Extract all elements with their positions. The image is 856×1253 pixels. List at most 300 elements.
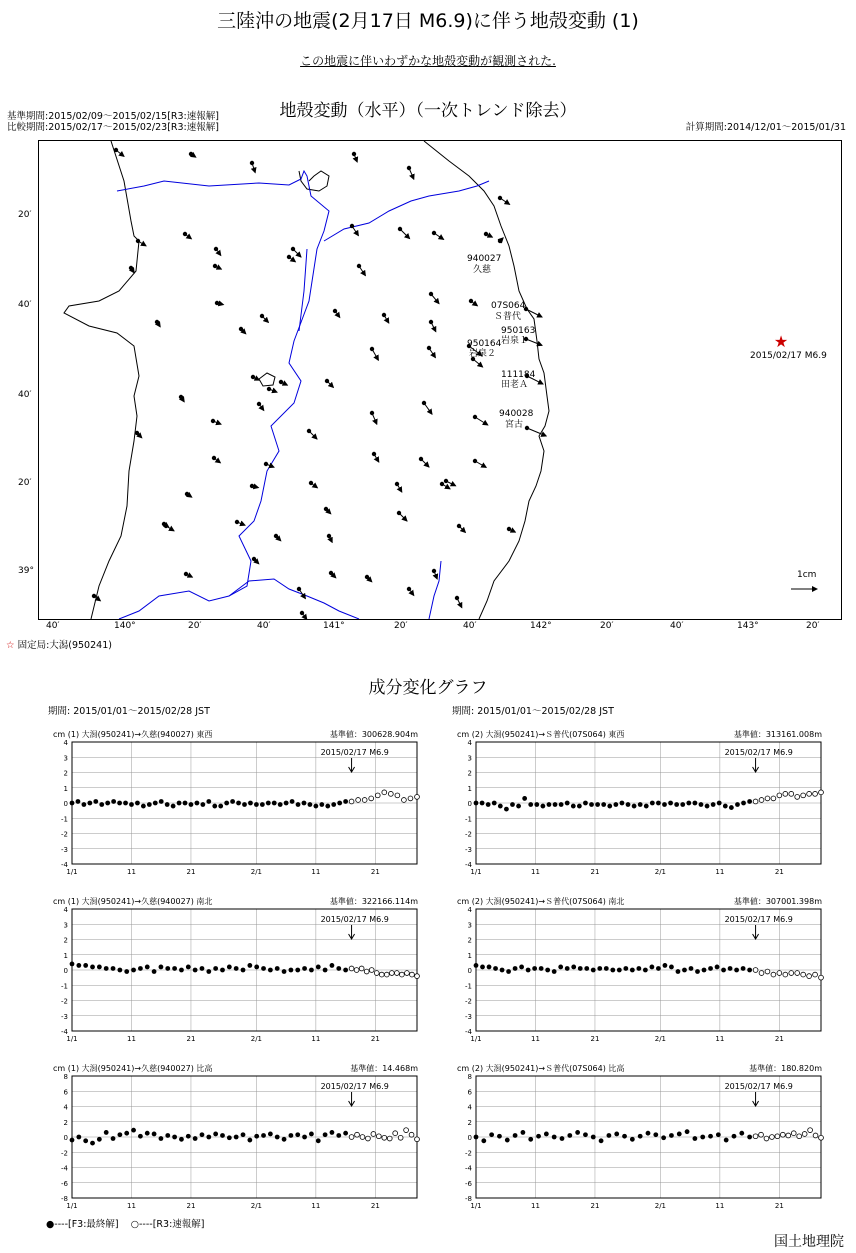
- r3-point: [807, 974, 812, 979]
- y-tick-label: -3: [61, 845, 68, 854]
- r3-point: [359, 966, 364, 971]
- displacement-arrow: [359, 266, 365, 276]
- displacement-arrow: [276, 536, 281, 541]
- f3-point: [179, 1137, 184, 1142]
- f3-point: [268, 1132, 273, 1137]
- r3-point: [356, 798, 361, 803]
- f3-point: [152, 969, 157, 974]
- f3-point: [220, 968, 225, 973]
- displacement-arrow: [185, 234, 191, 239]
- f3-point: [571, 965, 576, 970]
- page-title: 三陸沖の地震(2月17日 M6.9)に伴う地殻変動 (1): [217, 10, 639, 32]
- f3-point: [493, 966, 498, 971]
- f3-point: [643, 968, 648, 973]
- f3-point: [309, 1132, 314, 1137]
- r3-point: [808, 1128, 813, 1133]
- r3-point: [801, 972, 806, 977]
- f3-point: [138, 966, 143, 971]
- station-code-950164: 950164: [467, 339, 502, 349]
- x-tick-label: 21: [774, 1035, 784, 1043]
- f3-point: [316, 965, 321, 970]
- f3-point: [604, 966, 609, 971]
- f3-point: [70, 801, 75, 806]
- x-tick-label: 2/1: [250, 868, 263, 876]
- r3-point: [771, 972, 776, 977]
- f3-point: [721, 968, 726, 973]
- f3-point: [200, 1132, 205, 1137]
- f3-point: [70, 962, 75, 967]
- y-tick-label: -1: [61, 982, 68, 991]
- f3-point: [656, 966, 661, 971]
- component-graph-panel: [45, 728, 425, 888]
- f3-point: [165, 802, 170, 807]
- y-tick-label: -2: [61, 997, 68, 1006]
- station-name-950164: 岩泉２: [469, 349, 497, 359]
- map-svg: [39, 141, 841, 619]
- f3-point: [522, 796, 527, 801]
- y-tick-label: -2: [61, 830, 68, 839]
- y-tick-label: -6: [465, 1179, 472, 1188]
- f3-point: [330, 963, 335, 968]
- x-tick-label: 21: [590, 868, 600, 876]
- compare-period: 比較期間:2015/02/17～2015/02/23[R3:速報解]: [7, 122, 219, 133]
- fixed-station-text: 固定局:大潟(950241): [17, 640, 112, 651]
- r3-point: [369, 796, 374, 801]
- f3-point: [227, 1135, 232, 1140]
- f3-point: [343, 1131, 348, 1136]
- r3-point: [759, 971, 764, 976]
- displacement-arrow: [397, 484, 402, 492]
- fixed-station-star-icon: ☆: [6, 640, 15, 651]
- f3-point: [83, 963, 88, 968]
- displacement-arrow: [500, 198, 510, 204]
- f3-point: [567, 1133, 572, 1138]
- f3-point: [547, 802, 552, 807]
- f3-point: [90, 965, 95, 970]
- f3-point: [76, 1135, 81, 1140]
- f3-point: [227, 965, 232, 970]
- y-tick-label: 1: [63, 784, 68, 793]
- f3-point: [268, 968, 273, 973]
- displacement-arrow: [409, 589, 414, 595]
- displacement-arrow: [94, 596, 100, 601]
- event-label: 2015/02/17 M6.9: [724, 1082, 793, 1091]
- y-tick-label: -2: [465, 830, 472, 839]
- r3-point: [371, 1132, 376, 1137]
- f3-point: [708, 1134, 713, 1139]
- f3-point: [498, 804, 503, 809]
- f3-point: [663, 963, 668, 968]
- station-code-940028: 940028: [499, 409, 534, 419]
- y-tick-label: 0: [63, 1134, 68, 1142]
- r3-point: [384, 972, 389, 977]
- f3-point: [513, 1133, 518, 1138]
- displacement-arrow: [475, 417, 488, 425]
- f3-point: [302, 801, 307, 806]
- displacement-arrow: [372, 413, 377, 424]
- r3-point: [759, 798, 764, 803]
- f3-point: [649, 965, 654, 970]
- panel-svg: [45, 895, 425, 1055]
- f3-point: [626, 802, 631, 807]
- x-tick-label: 1/1: [470, 1202, 482, 1210]
- station-code-07S064: 07S064: [491, 301, 526, 311]
- r3-point: [349, 799, 354, 804]
- f3-point: [583, 1132, 588, 1137]
- y-tick-label: 4: [63, 1103, 68, 1112]
- x-tick-label: 2/1: [250, 1035, 263, 1043]
- f3-point: [76, 963, 81, 968]
- f3-point: [702, 968, 707, 973]
- displacement-arrow: [302, 613, 307, 619]
- f3-point: [595, 802, 600, 807]
- f3-point: [131, 968, 136, 973]
- f3-point: [153, 801, 158, 806]
- x-tick-label: 21: [186, 1202, 196, 1210]
- displacement-arrow: [372, 349, 378, 360]
- f3-point: [699, 802, 704, 807]
- f3-point: [544, 1132, 549, 1137]
- f3-point: [138, 1134, 143, 1139]
- f3-point: [613, 802, 618, 807]
- f3-point: [578, 966, 583, 971]
- y-tick-label: -4: [465, 861, 472, 869]
- f3-point: [700, 1135, 705, 1140]
- y-tick-label: 0: [467, 1134, 472, 1142]
- f3-point: [559, 802, 564, 807]
- r3-point: [783, 972, 788, 977]
- f3-point: [343, 968, 348, 973]
- f3-point: [177, 801, 182, 806]
- f3-point: [638, 1134, 643, 1139]
- r3-point: [753, 1134, 758, 1139]
- f3-point: [152, 1132, 157, 1137]
- r3-point: [797, 1134, 802, 1139]
- f3-point: [261, 966, 266, 971]
- r3-point: [395, 793, 400, 798]
- f3-point: [692, 801, 697, 806]
- f3-point: [70, 1138, 75, 1143]
- y-tick-label: 2: [467, 1118, 472, 1127]
- f3-point: [325, 804, 330, 809]
- f3-point: [189, 802, 194, 807]
- x-tick-label: 21: [590, 1035, 600, 1043]
- displacement-arrow: [429, 348, 435, 358]
- f3-point: [630, 1137, 635, 1142]
- scale-label: 1cm: [797, 570, 817, 580]
- f3-point: [200, 966, 205, 971]
- f3-point: [630, 968, 635, 973]
- y-tick-label: -3: [465, 845, 472, 854]
- f3-point: [213, 966, 218, 971]
- displacement-arrow: [526, 339, 542, 345]
- f3-point: [302, 966, 307, 971]
- f3-point: [680, 802, 685, 807]
- x-tick-label: 11: [311, 1202, 321, 1210]
- r3-point: [355, 1132, 360, 1137]
- displacement-arrow: [326, 509, 331, 514]
- x-tick-label: 1/1: [66, 868, 78, 876]
- f3-point: [506, 969, 511, 974]
- f3-point: [193, 968, 198, 973]
- y-tick-label: 8: [63, 1073, 68, 1081]
- f3-point: [296, 802, 301, 807]
- f3-point: [165, 1133, 170, 1138]
- x-tick-label: 1/1: [66, 1202, 78, 1210]
- f3-point: [135, 801, 140, 806]
- r3-point: [777, 793, 782, 798]
- x-tick-label: 21: [370, 868, 380, 876]
- f3-point: [131, 1128, 136, 1133]
- f3-point: [610, 968, 615, 973]
- lon-label: 141°: [323, 621, 345, 631]
- displacement-vectors: [92, 148, 546, 619]
- f3-point: [186, 1134, 191, 1139]
- panel-unit-title: cm (2) 大潟(950241)→Ｓ普代(07S064) 南北: [457, 897, 625, 906]
- displacement-arrow: [400, 229, 410, 239]
- r3-point: [415, 1137, 420, 1142]
- lon-label: 40′: [46, 621, 60, 631]
- f3-point: [124, 1131, 129, 1136]
- f3-point: [575, 1130, 580, 1135]
- r3-point: [366, 1136, 371, 1141]
- lake: [259, 373, 275, 386]
- event-label: 2015/02/17 M6.9: [724, 748, 793, 757]
- r3-point: [394, 971, 399, 976]
- f3-point: [553, 802, 558, 807]
- f3-point: [717, 801, 722, 806]
- y-tick-label: 6: [467, 1088, 472, 1097]
- f3-point: [330, 1130, 335, 1135]
- f3-point: [505, 1138, 510, 1143]
- y-tick-label: 2: [63, 936, 68, 945]
- f3-point: [686, 801, 691, 806]
- f3-point: [319, 802, 324, 807]
- y-tick-label: 1: [467, 951, 472, 960]
- f3-point: [674, 802, 679, 807]
- base-period: 基準期間:2015/02/09～2015/02/15[R3:速報解]: [7, 111, 219, 122]
- r3-point: [375, 793, 380, 798]
- r3-point: [398, 1135, 403, 1140]
- f3-point: [747, 1135, 752, 1140]
- epicenter-star-icon: ★: [773, 332, 789, 351]
- component-graph-panel: [45, 1062, 425, 1222]
- f3-point: [165, 966, 170, 971]
- f3-point: [171, 804, 176, 809]
- x-tick-label: 11: [715, 1202, 725, 1210]
- displacement-arrow: [367, 577, 372, 582]
- f3-point: [715, 965, 720, 970]
- f3-point: [234, 1135, 239, 1140]
- displacement-map: [38, 140, 842, 620]
- panel-reference-value: 基準値：300628.904m: [329, 730, 418, 739]
- f3-point: [692, 1136, 697, 1141]
- y-tick-label: -2: [465, 1149, 472, 1158]
- f3-point: [288, 1133, 293, 1138]
- lat-label: 20′: [18, 478, 32, 488]
- y-tick-label: -3: [61, 1012, 68, 1021]
- f3-point: [540, 804, 545, 809]
- x-tick-label: 11: [127, 1202, 136, 1210]
- lat-label: 40′: [18, 300, 32, 310]
- f3-point: [308, 802, 313, 807]
- f3-point: [741, 966, 746, 971]
- r3-point: [759, 1132, 764, 1137]
- r3-point: [783, 791, 788, 796]
- prefecture-boundary: [299, 249, 307, 331]
- y-tick-label: 2: [63, 769, 68, 778]
- f3-point: [124, 969, 129, 974]
- f3-point: [336, 966, 341, 971]
- f3-point: [558, 965, 563, 970]
- f3-point: [145, 965, 150, 970]
- x-tick-label: 2/1: [654, 1035, 667, 1043]
- r3-point: [789, 971, 794, 976]
- r3-point: [382, 1135, 387, 1140]
- r3-point: [374, 971, 379, 976]
- fixed-station-note: [6, 640, 112, 651]
- y-tick-label: -2: [465, 997, 472, 1006]
- f3-point: [230, 799, 235, 804]
- panel-reference-value: 基準値：322166.114m: [329, 897, 418, 906]
- f3-point: [76, 799, 81, 804]
- r3-point: [389, 971, 394, 976]
- y-tick-label: -1: [61, 815, 68, 824]
- x-tick-label: 11: [531, 868, 540, 876]
- f3-point: [117, 801, 122, 806]
- f3-point: [676, 969, 681, 974]
- r3-point: [387, 1136, 392, 1141]
- r3-point: [786, 1133, 791, 1138]
- r3-point: [369, 968, 374, 973]
- displacement-arrow: [254, 559, 259, 564]
- displacement-arrow: [409, 168, 414, 179]
- y-tick-label: 2: [467, 769, 472, 778]
- lon-label: 20′: [600, 621, 614, 631]
- f3-point: [481, 1138, 486, 1143]
- f3-point: [735, 802, 740, 807]
- f3-point: [97, 965, 102, 970]
- mutsu-bay: [299, 171, 329, 191]
- f3-point: [111, 1136, 116, 1141]
- panel-unit-title: cm (2) 大潟(950241)→Ｓ普代(07S064) 比高: [457, 1064, 625, 1073]
- y-tick-label: -6: [61, 1179, 68, 1188]
- prefecture-boundary: [229, 579, 359, 619]
- f3-point: [617, 968, 622, 973]
- f3-point: [220, 1133, 225, 1138]
- y-tick-label: 4: [467, 1103, 472, 1112]
- r3-point: [801, 793, 806, 798]
- displacement-arrow: [293, 249, 301, 257]
- f3-point: [480, 965, 485, 970]
- y-tick-label: 2: [63, 1118, 68, 1127]
- y-tick-label: -1: [465, 982, 472, 991]
- lon-label: 143°: [737, 621, 759, 631]
- f3-point: [723, 804, 728, 809]
- y-tick-label: -4: [465, 1164, 472, 1173]
- lon-label: 40′: [257, 621, 271, 631]
- y-tick-label: -8: [465, 1195, 472, 1203]
- f3-point: [591, 1135, 596, 1140]
- panel-svg: [449, 895, 829, 1055]
- r3-point: [753, 968, 758, 973]
- subtitle-text: この地震に伴いわずかな地殻変動が観測された.: [300, 54, 556, 68]
- f3-point: [261, 1133, 266, 1138]
- f3-point: [81, 802, 86, 807]
- east-coastline: [424, 141, 549, 619]
- f3-point: [105, 801, 110, 806]
- panel-svg: [449, 728, 829, 888]
- component-graph-panel: [449, 728, 829, 888]
- prefecture-boundary: [117, 171, 329, 619]
- f3-point: [638, 802, 643, 807]
- f3-point: [497, 1134, 502, 1139]
- f3-point: [560, 1136, 565, 1141]
- f3-point: [97, 1137, 102, 1142]
- displacement-arrow: [434, 233, 444, 239]
- x-tick-label: 21: [590, 1202, 600, 1210]
- f3-point: [159, 1136, 164, 1141]
- component-graph-panel: [449, 1062, 829, 1222]
- y-tick-label: -4: [61, 1028, 68, 1036]
- y-tick-label: 8: [467, 1073, 472, 1081]
- x-tick-label: 1/1: [470, 1035, 482, 1043]
- f3-point: [607, 804, 612, 809]
- r3-point: [382, 790, 387, 795]
- f3-point: [741, 801, 746, 806]
- r3-point: [764, 1136, 769, 1141]
- station-name-950163: 岩泉１: [501, 336, 529, 346]
- f3-point: [656, 801, 661, 806]
- f3-point: [668, 801, 673, 806]
- subtitle: [0, 52, 856, 69]
- r3-point: [807, 791, 812, 796]
- f3-point: [206, 1135, 211, 1140]
- r3-point: [780, 1132, 785, 1137]
- f3-point: [212, 804, 217, 809]
- f3-point: [123, 801, 128, 806]
- x-tick-label: 21: [774, 868, 784, 876]
- f3-point: [620, 801, 625, 806]
- r3-point: [795, 795, 800, 800]
- displacement-arrow: [214, 458, 220, 463]
- f3-point: [708, 966, 713, 971]
- x-tick-label: 11: [127, 868, 136, 876]
- r3-point: [400, 972, 405, 977]
- f3-point: [200, 802, 205, 807]
- f3-point: [528, 1137, 533, 1142]
- f3-point: [323, 968, 328, 973]
- y-tick-label: 0: [63, 800, 68, 808]
- f3-point: [614, 1132, 619, 1137]
- event-label: 2015/02/17 M6.9: [320, 748, 389, 757]
- displacement-arrow: [311, 483, 317, 488]
- f3-point: [224, 801, 229, 806]
- r3-point: [819, 790, 824, 795]
- station-code-940027: 940027: [467, 254, 502, 264]
- displacement-arrow: [335, 311, 340, 317]
- f3-point: [172, 1135, 177, 1140]
- epicenter-label: 2015/02/17 M6.9: [750, 351, 827, 361]
- x-tick-label: 2/1: [654, 1202, 667, 1210]
- f3-point: [732, 1134, 737, 1139]
- lat-label: 40′: [18, 390, 32, 400]
- calc-period: 計算期間:2014/12/01～2015/01/31: [685, 122, 846, 133]
- f3-point: [734, 968, 739, 973]
- displacement-arrow: [309, 431, 317, 439]
- x-tick-label: 21: [370, 1035, 380, 1043]
- f3-point: [343, 799, 348, 804]
